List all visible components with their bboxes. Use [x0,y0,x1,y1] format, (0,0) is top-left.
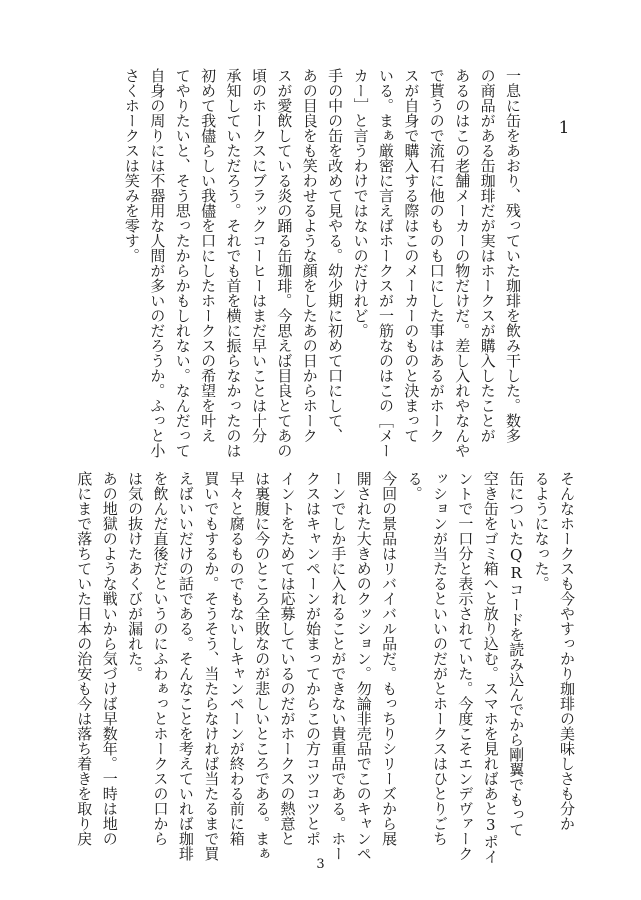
text-line: 頃のホークスにブラックコーヒーはまだ早いことは十分 [249,68,268,443]
text-line: 自身の周りには不器用な人間が多いのだろうか。ふっと小 [148,68,167,458]
chapter-number: 1 [558,118,570,138]
text-line: あの目良をも笑わせるような顔をしたあの日からホーク [300,68,319,443]
text-line: ーンでしか手に入れることができない貴重品である。ホー [329,471,348,861]
text-line: 買いでもするか。そうそう、当たらなければ当たるまで買 [202,471,221,861]
text-line: イントをためては応募しているのだがホークスの熱意と [278,471,297,846]
text-line: スが愛飲している炎の踊る缶珈琲。今思えば目良とてあの [275,68,294,458]
text-line: の商品がある缶珈琲だが実はホークスが購入したことが [478,68,497,443]
text-line: 底にまで落ちていた日本の治安も今は落ち着きを取り戻 [75,471,94,846]
text-line: 一息に缶をあおり、残っていた珈琲を飲み干した。数多 [504,68,522,443]
text-line: で貰うので流石に他のものも口にした事はあるがホーク [427,68,446,443]
text-line: てやりたいと、そう思ったからかもしれない。なんだって [173,68,192,458]
text-line: る。 [405,471,424,501]
text-line: 缶についたQRコードを読み込んでから剛翼でもって [507,471,526,837]
text-line: いる。まぁ厳密に言えばホークスが一筋なのはこの［メー [376,68,395,458]
page-number: 3 [316,857,325,872]
lower-text-block [71,471,579,864]
text-line: 手の中の缶を改めて見やる。幼少期に初めて口にして、 [326,68,345,443]
text-line: ッションが当たるといいのだがとホークスはひとりごち [430,471,449,846]
text-line: 空き缶をゴミ箱へと放り込む。スマホを見ればあと3ポイ [481,471,500,864]
text-line: を飲んだ直後だというのにふわぁっとホークスの口から [151,471,170,846]
text-line: あるのはこの老舗メーカーの物だけだ。差し入れやなんや [453,68,472,458]
upper-text-block [119,68,526,458]
text-line: カー］と言うわけではないのだけれど。 [351,68,370,338]
text-line: は気の抜けたあくびが漏れた。 [126,471,145,681]
text-line: さくホークスは笑みを零す。 [122,68,141,263]
text-line: るようになった。 [532,471,551,591]
text-line: あの地獄のような戦いから気づけば早数年。一時は地の [100,471,119,846]
text-line: えばいいだけの話である。そんなことを考えていれば珈琲 [176,471,195,861]
text-line: は裏腹に今のところ全敗なのが悲しいところである。まぁ [253,471,272,861]
text-line: ントで一口分と表示されていた。今度こそエンデヴァーク [456,471,475,861]
text-line: 開された大きめのクッション。勿論非売品でこのキャンペ [354,471,373,861]
text-line: 今回の景品はリバイバル品だ。もっちりシリーズから展 [380,471,399,846]
text-line: 早々と腐るものでもないしキャンペーンが終わる前に箱 [227,471,246,846]
text-line: 承知していただろう。それでも首を横に振らなかったのは [224,68,243,458]
text-line: そんなホークスも今やすっかり珈琲の美味しさも分か [558,471,576,831]
text-line: スが自身で購入する際はこのメーカーのものと決まって [402,68,421,443]
text-line: 初めて我儘らしい我儘を口にしたホークスの希望を叶え [199,68,218,443]
text-line: クスはキャンペーンが始まってからこの方コツコツとポ [303,471,322,846]
